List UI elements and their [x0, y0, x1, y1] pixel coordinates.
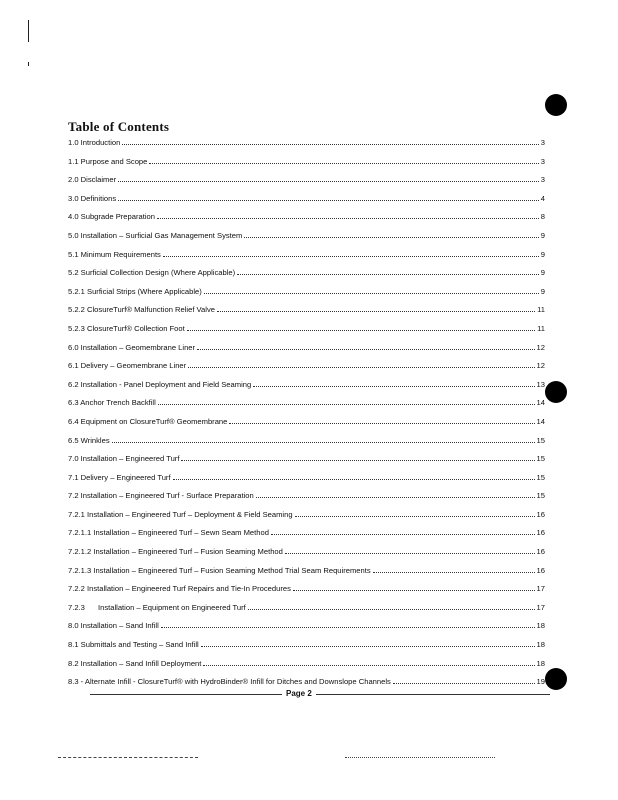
- toc-leader-dots: [253, 379, 534, 387]
- toc-entry[interactable]: [68, 509, 545, 528]
- toc-entry-title: 8.3 - Alternate Infill - ClosureTurf® with HydroBinder® Infill for Ditches and Downslope Channels: [68, 677, 391, 687]
- toc-page-number: 15: [536, 491, 545, 501]
- toc-leader-dots: [293, 583, 535, 591]
- toc-entry-title: 6.3 Anchor Trench Backfill: [68, 398, 156, 408]
- toc-leader-dots: [197, 342, 534, 350]
- toc-entry[interactable]: [68, 193, 545, 212]
- toc-page-number: 16: [536, 565, 545, 575]
- toc-page-number: 15: [536, 454, 545, 464]
- toc-entry[interactable]: [68, 304, 545, 323]
- toc-page-number: 12: [536, 342, 545, 352]
- toc-leader-dots: [173, 472, 535, 480]
- toc-leader-dots: [163, 249, 539, 257]
- toc-entry[interactable]: [68, 658, 545, 677]
- toc-entry[interactable]: [68, 323, 545, 342]
- toc-entry-title: 5.1 Minimum Requirements: [68, 249, 161, 259]
- toc-page-number: 16: [536, 528, 545, 538]
- toc-page-number: 13: [536, 379, 545, 389]
- page-number-label: Page 2: [282, 689, 316, 698]
- toc-entry-text: Installation – Equipment on Engineered Turf: [98, 602, 246, 612]
- toc-entry[interactable]: [68, 416, 545, 435]
- toc-page-number: 18: [536, 658, 545, 668]
- toc-leader-dots: [181, 453, 534, 461]
- toc-entry[interactable]: [68, 360, 545, 379]
- toc-entry[interactable]: [68, 286, 545, 305]
- toc-leader-dots: [244, 230, 538, 238]
- toc-entry-title: 6.4 Equipment on ClosureTurf® Geomembrane: [68, 416, 228, 426]
- toc-entry-title: 4.0 Subgrade Preparation: [68, 212, 155, 222]
- toc-leader-dots: [118, 193, 539, 201]
- toc-entry[interactable]: [68, 602, 545, 621]
- toc-entry-title: 8.0 Installation – Sand Infill: [68, 621, 159, 631]
- toc-entry-title: 7.2.2 Installation – Engineered Turf Repairs and Tie-In Procedures: [68, 584, 291, 594]
- toc-page-number: 16: [536, 547, 545, 557]
- toc-leader-dots: [187, 323, 535, 331]
- toc-entry[interactable]: [68, 620, 545, 639]
- toc-entry-title: 1.0 Introduction: [68, 138, 121, 147]
- toc-entry-title: 7.1 Delivery – Engineered Turf: [68, 472, 171, 482]
- toc-leader-dots: [204, 286, 539, 294]
- toc-page-number: 11: [537, 323, 545, 333]
- toc-entry[interactable]: [68, 472, 545, 491]
- toc-leader-dots: [158, 397, 535, 405]
- toc-leader-dots: [295, 509, 535, 517]
- toc-entry[interactable]: [68, 174, 545, 193]
- toc-entry-title: 5.2.3 ClosureTurf® Collection Foot: [68, 323, 185, 333]
- toc-entry[interactable]: [68, 397, 545, 416]
- toc-page-number: 18: [536, 621, 545, 631]
- toc-page-number: 19: [536, 677, 545, 687]
- toc-leader-dots: [157, 211, 539, 219]
- punch-hole: [545, 668, 567, 690]
- toc-entry-title: 8.1 Submittals and Testing – Sand Infill: [68, 640, 199, 650]
- toc-entry[interactable]: [68, 435, 545, 454]
- toc-entry-title: 7.2 Installation – Engineered Turf - Surface Preparation: [68, 491, 254, 501]
- toc-entry-title: 5.0 Installation – Surficial Gas Management System: [68, 230, 243, 240]
- toc-leader-dots: [217, 304, 535, 312]
- toc-entry-title: 7.2.1.2 Installation – Engineered Turf – Fusion Seaming Method: [68, 547, 283, 557]
- toc-leader-dots: [248, 602, 535, 610]
- toc-entry-number: 7.2.3: [68, 602, 85, 612]
- toc-page-number: 15: [536, 472, 545, 482]
- toc-entry[interactable]: [68, 565, 545, 584]
- toc-entry-title: 6.2 Installation - Panel Deployment and Field Seaming: [68, 379, 252, 389]
- toc-entry[interactable]: [68, 267, 545, 286]
- toc-page-number: 9: [540, 249, 545, 259]
- toc-page-number: 15: [536, 435, 545, 445]
- toc-entry-title: 3.0 Definitions: [68, 193, 117, 203]
- toc-entry-title: 7.2.1.3 Installation – Engineered Turf – Fusion Seaming Method Trial Seam Requirements: [68, 565, 371, 575]
- toc-leader-dots: [161, 620, 535, 628]
- toc-entry[interactable]: [68, 249, 545, 268]
- toc-entry[interactable]: [68, 156, 545, 175]
- table-of-contents: [68, 137, 545, 695]
- toc-page-number: 11: [537, 305, 545, 315]
- toc-page-number: 16: [536, 509, 545, 519]
- toc-entry[interactable]: [68, 211, 545, 230]
- toc-entry-title: 7.2.1.1 Installation – Engineered Turf – Sewn Seam Method: [68, 528, 269, 538]
- toc-leader-dots: [122, 137, 538, 145]
- scan-mark: [28, 20, 29, 42]
- toc-page-number: 18: [536, 640, 545, 650]
- toc-entry[interactable]: [68, 230, 545, 249]
- toc-page-number: 3: [540, 175, 545, 185]
- toc-entry-title: 8.2 Installation – Sand Infill Deployment: [68, 658, 202, 668]
- toc-entry-title: 2.0 Disclaimer: [68, 175, 117, 185]
- toc-leader-dots: [112, 435, 535, 443]
- toc-leader-dots: [373, 565, 535, 573]
- toc-entry[interactable]: [68, 546, 545, 565]
- toc-page-number: 9: [540, 230, 545, 240]
- toc-page-number: 9: [540, 286, 545, 296]
- scan-artifact: [345, 757, 495, 758]
- toc-entry[interactable]: [68, 379, 545, 398]
- toc-entry-title: 6.1 Delivery – Geomembrane Liner: [68, 361, 187, 371]
- punch-hole: [545, 381, 567, 403]
- toc-leader-dots: [203, 658, 534, 666]
- toc-entry-title: [68, 603, 246, 613]
- toc-page-number: 9: [540, 268, 545, 278]
- toc-page-number: 3: [540, 138, 545, 147]
- toc-page-number: 17: [536, 602, 545, 612]
- toc-entry[interactable]: [68, 342, 545, 361]
- toc-page-number: 17: [536, 584, 545, 594]
- toc-entry[interactable]: [68, 137, 545, 156]
- toc-leader-dots: [271, 527, 535, 535]
- toc-entry-title: 7.2.1 Installation – Engineered Turf – Deployment & Field Seaming: [68, 509, 293, 519]
- toc-entry[interactable]: [68, 453, 545, 472]
- toc-entry-title: 6.5 Wrinkles: [68, 435, 110, 445]
- toc-entry[interactable]: [68, 527, 545, 546]
- toc-page-number: 4: [540, 193, 545, 203]
- toc-leader-dots: [237, 267, 539, 275]
- toc-entry-title: 5.2.2 ClosureTurf® Malfunction Relief Valve: [68, 305, 215, 315]
- toc-entry-title: 1.1 Purpose and Scope: [68, 156, 148, 166]
- toc-entry-title: 6.0 Installation – Geomembrane Liner: [68, 342, 196, 352]
- toc-leader-dots: [118, 174, 539, 182]
- toc-entry-title: 5.2 Surficial Collection Design (Where Applicable): [68, 268, 236, 278]
- toc-leader-dots: [201, 639, 535, 647]
- toc-page-number: 8: [540, 212, 545, 222]
- toc-leader-dots: [393, 676, 535, 684]
- toc-page-number: 3: [540, 156, 545, 166]
- toc-entry-title: 5.2.1 Surficial Strips (Where Applicable): [68, 286, 202, 296]
- toc-leader-dots: [285, 546, 535, 554]
- toc-entry[interactable]: [68, 490, 545, 509]
- toc-page-number: 14: [536, 416, 545, 426]
- toc-leader-dots: [229, 416, 534, 424]
- toc-page-number: 14: [536, 398, 545, 408]
- toc-leader-dots: [256, 490, 535, 498]
- scan-artifact: [58, 757, 198, 758]
- toc-title: Table of Contents: [68, 119, 170, 134]
- scan-mark: [28, 62, 29, 66]
- toc-entry[interactable]: [68, 639, 545, 658]
- punch-hole: [545, 94, 567, 116]
- toc-entry[interactable]: [68, 583, 545, 602]
- footer-rule: [90, 694, 550, 695]
- toc-page-number: 12: [536, 361, 545, 371]
- toc-entry-title: 7.0 Installation – Engineered Turf: [68, 454, 180, 464]
- toc-leader-dots: [149, 156, 538, 164]
- toc-leader-dots: [188, 360, 534, 368]
